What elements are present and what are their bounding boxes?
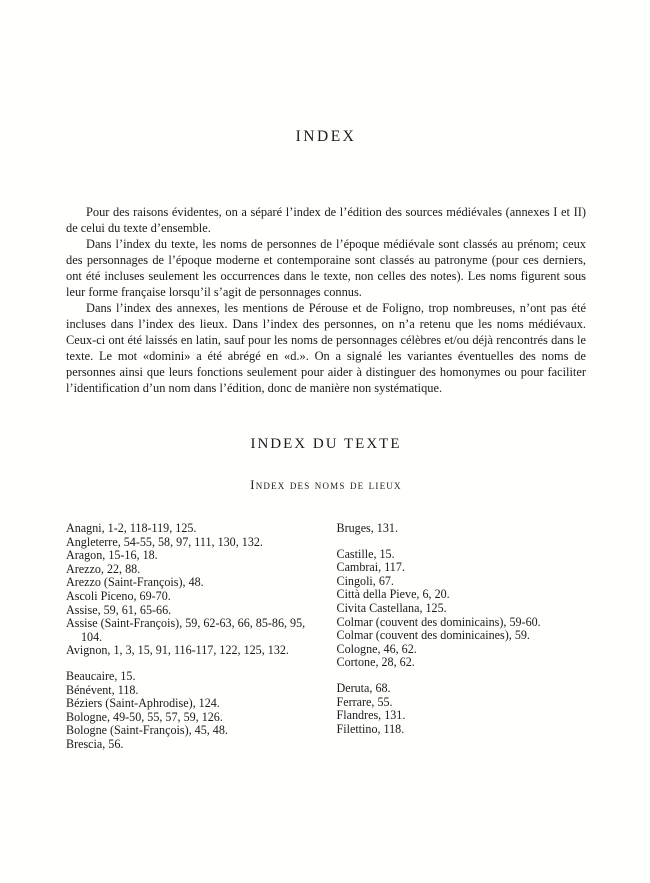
- index-entry: Assise, 59, 61, 65-66.: [66, 602, 172, 617]
- index-entry: Cingoli, 67.: [336, 573, 394, 588]
- index-entry: Bénévent, 118.: [66, 682, 139, 697]
- index-entry: Bologne, 49-50, 55, 57, 59, 126.: [66, 709, 223, 724]
- index-entry: Colmar (couvent des dominicaines), 59.: [336, 628, 530, 643]
- index-entry: Deruta, 68.: [336, 680, 391, 695]
- index-entry: Angleterre, 54-55, 58, 97, 111, 130, 132.: [66, 534, 263, 549]
- section-title: INDEX DU TEXTE: [250, 436, 402, 452]
- index-entry: Béziers (Saint-Aphrodise), 124.: [66, 696, 220, 711]
- subsection-title: Index des noms de lieux: [250, 478, 402, 492]
- intro-paragraph-1: Pour des raisons évidentes, on a séparé l’index de l’édition des sources médiévales (annexes I et II) de celui du texte d’ensemble.: [66, 205, 586, 235]
- intro-paragraph-2: Dans l’index du texte, les noms de personnes de l’époque médiévale sont classés au prénom; ceux des personnages de l’époque moderne et contemporaine sont classés au patronyme (pour ces derniers, ont été incluses seulement les occurrences dans le texte, non celles des notes). Les noms figurent sous leur forme française lorsqu’il s’agit de personnages connus.: [66, 237, 586, 299]
- index-group-gap: [337, 536, 587, 548]
- index-entry: Bruges, 131.: [336, 521, 398, 535]
- page-title: INDEX: [295, 128, 357, 145]
- index-entry: Ferrare, 55.: [336, 694, 393, 709]
- index-entry: Anagni, 1-2, 118-119, 125.: [66, 521, 197, 535]
- index-entry: Brescia, 56.: [66, 736, 124, 751]
- index-entry: Cambrai, 117.: [336, 560, 405, 575]
- index-entry: Civita Castellana, 125.: [336, 600, 447, 615]
- index-entry: Aragon, 15-16, 18.: [66, 548, 158, 563]
- place-names-index: [66, 522, 586, 752]
- index-entry: Città della Pieve, 6, 20.: [336, 587, 450, 602]
- index-column-right: [337, 522, 587, 752]
- index-entry: Arezzo, 22, 88.: [66, 561, 141, 576]
- index-entry: Bologne (Saint-François), 45, 48.: [66, 723, 228, 738]
- index-entry: Castille, 15.: [336, 546, 395, 561]
- index-entry: Beaucaire, 15.: [66, 668, 136, 683]
- intro-paragraph-3: Dans l’index des annexes, les mentions de Pérouse et de Foligno, trop nombreuses, n’ont pas été incluses dans l’index des lieux. Dans l’index des personnes, on n’a retenu que les noms médiévaux. Ceux-ci ont été laissés en latin, sauf pour les noms de personnages célèbres et/ou déjà rencontrés dans le texte. Le mot «domini» a été abrégé en «d.». On a signalé les variantes éventuelles des noms de personnes ainsi que leurs fonctions seulement pour aider à distinguer des homonymes ou pour faciliter l’identification d’un nom dans l’édition, donc de manière non systématique.: [66, 301, 586, 395]
- index-entry: Flandres, 131.: [336, 708, 406, 723]
- intro-text: [66, 204, 586, 396]
- index-entry: Filettino, 118.: [336, 721, 405, 736]
- index-entry: Cortone, 28, 62.: [336, 655, 415, 670]
- index-entry: Avignon, 1, 3, 15, 91, 116-117, 122, 125, 132.: [66, 643, 289, 658]
- index-entry: Ascoli Piceno, 69-70.: [66, 588, 171, 603]
- index-entry: Arezzo (Saint-François), 48.: [66, 575, 204, 590]
- index-entry: Cologne, 46, 62.: [336, 641, 417, 656]
- index-entry: Assise (Saint-François), 59, 62-63, 66, 85-86, 95, 104.: [66, 616, 306, 644]
- index-entry: Colmar (couvent des dominicains), 59-60.: [336, 614, 541, 629]
- index-column-left: [66, 522, 316, 752]
